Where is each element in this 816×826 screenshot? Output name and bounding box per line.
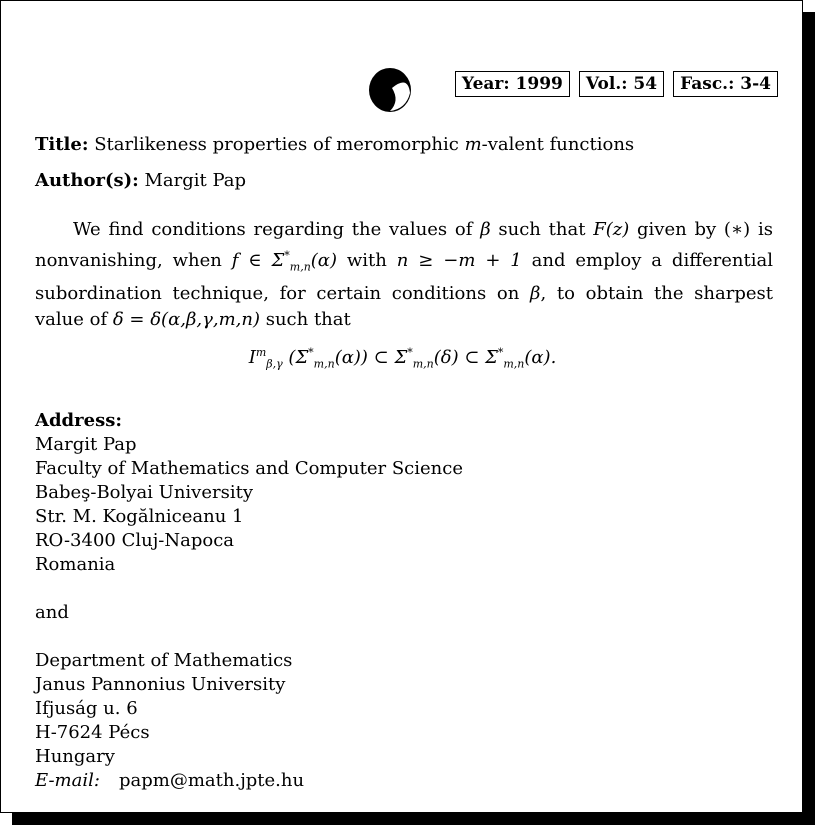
author-label: Author(s): — [35, 170, 139, 191]
paper-authors — [35, 168, 246, 194]
abstract-text: is nonvanishing, when — [35, 219, 773, 271]
abstract-text: such that — [498, 219, 586, 240]
volume-badge: Vol.: 54 — [579, 71, 664, 97]
paper-title — [35, 132, 634, 158]
email-address[interactable]: papm@math.jpte.hu — [119, 770, 305, 791]
formula-lhs: $(\Sigma^*_{m,n}(\alpha))$ — [288, 346, 368, 371]
address-line: H-7624 Pécs — [35, 722, 150, 743]
math-cond1: f ∈ $\Sigma^*_{m,n}(\alpha)$ — [231, 249, 337, 274]
formula-operator: $I^m_{\beta,\gamma}$ — [248, 346, 283, 371]
abstract — [35, 217, 773, 333]
formula-mid: ⊂ $\Sigma^*_{m,n}(\delta)$ — [367, 346, 459, 371]
math-cond2: n ≥ −m + 1 — [396, 250, 522, 271]
abstract-text: with — [346, 250, 387, 271]
address-line: Department of Mathematics — [35, 650, 293, 671]
email-row — [35, 769, 463, 793]
title-text-var: m — [464, 134, 482, 155]
display-formula — [1, 338, 804, 380]
title-text-pre: Starlikeness properties of meromorphic — [94, 134, 459, 155]
address-line: Faculty of Mathematics and Computer Science — [35, 458, 463, 479]
abstract-text: , to obtain the sharpest value of — [35, 282, 773, 330]
formula-rhs: ⊂ $\Sigma^*_{m,n}(\alpha)$. — [458, 346, 557, 371]
address-line: Str. M. Kogălniceanu 1 — [35, 506, 244, 527]
math-beta: β — [530, 282, 541, 304]
title-text-post: -valent functions — [481, 134, 635, 155]
issue-info — [455, 71, 778, 97]
fascicle-badge: Fasc.: 3-4 — [673, 71, 778, 97]
title-label: Title: — [35, 134, 89, 155]
abstract-text: given by — [637, 219, 717, 240]
address-and: and — [35, 602, 69, 623]
address-line: Romania — [35, 554, 116, 575]
address-line: Babeş-Bolyai University — [35, 482, 253, 503]
abstract-text: We find conditions regarding the values of — [73, 219, 473, 240]
math-delta: δ = δ(α,β,γ,m,n) — [112, 308, 260, 330]
year-badge: Year: 1999 — [455, 71, 570, 97]
address-block — [35, 409, 463, 793]
author-name: Margit Pap — [144, 170, 247, 191]
abstract-text: and employ a differential subordination technique, for certain conditions on — [35, 250, 773, 304]
journal-logo-icon — [368, 67, 412, 113]
math-Fz: F(z) — [593, 219, 630, 240]
email-label: E-mail: — [35, 770, 100, 791]
address-line: Hungary — [35, 746, 115, 767]
address-line: RO-3400 Cluj-Napoca — [35, 530, 235, 551]
address-label: Address: — [35, 410, 122, 431]
address-line: Margit Pap — [35, 434, 137, 455]
address-line: Janus Pannonius University — [35, 674, 286, 695]
abstract-text: such that — [265, 308, 351, 330]
address-line: Ifjuság u. 6 — [35, 698, 138, 719]
math-beta: β — [480, 219, 491, 240]
math-star: (∗) — [723, 219, 751, 240]
